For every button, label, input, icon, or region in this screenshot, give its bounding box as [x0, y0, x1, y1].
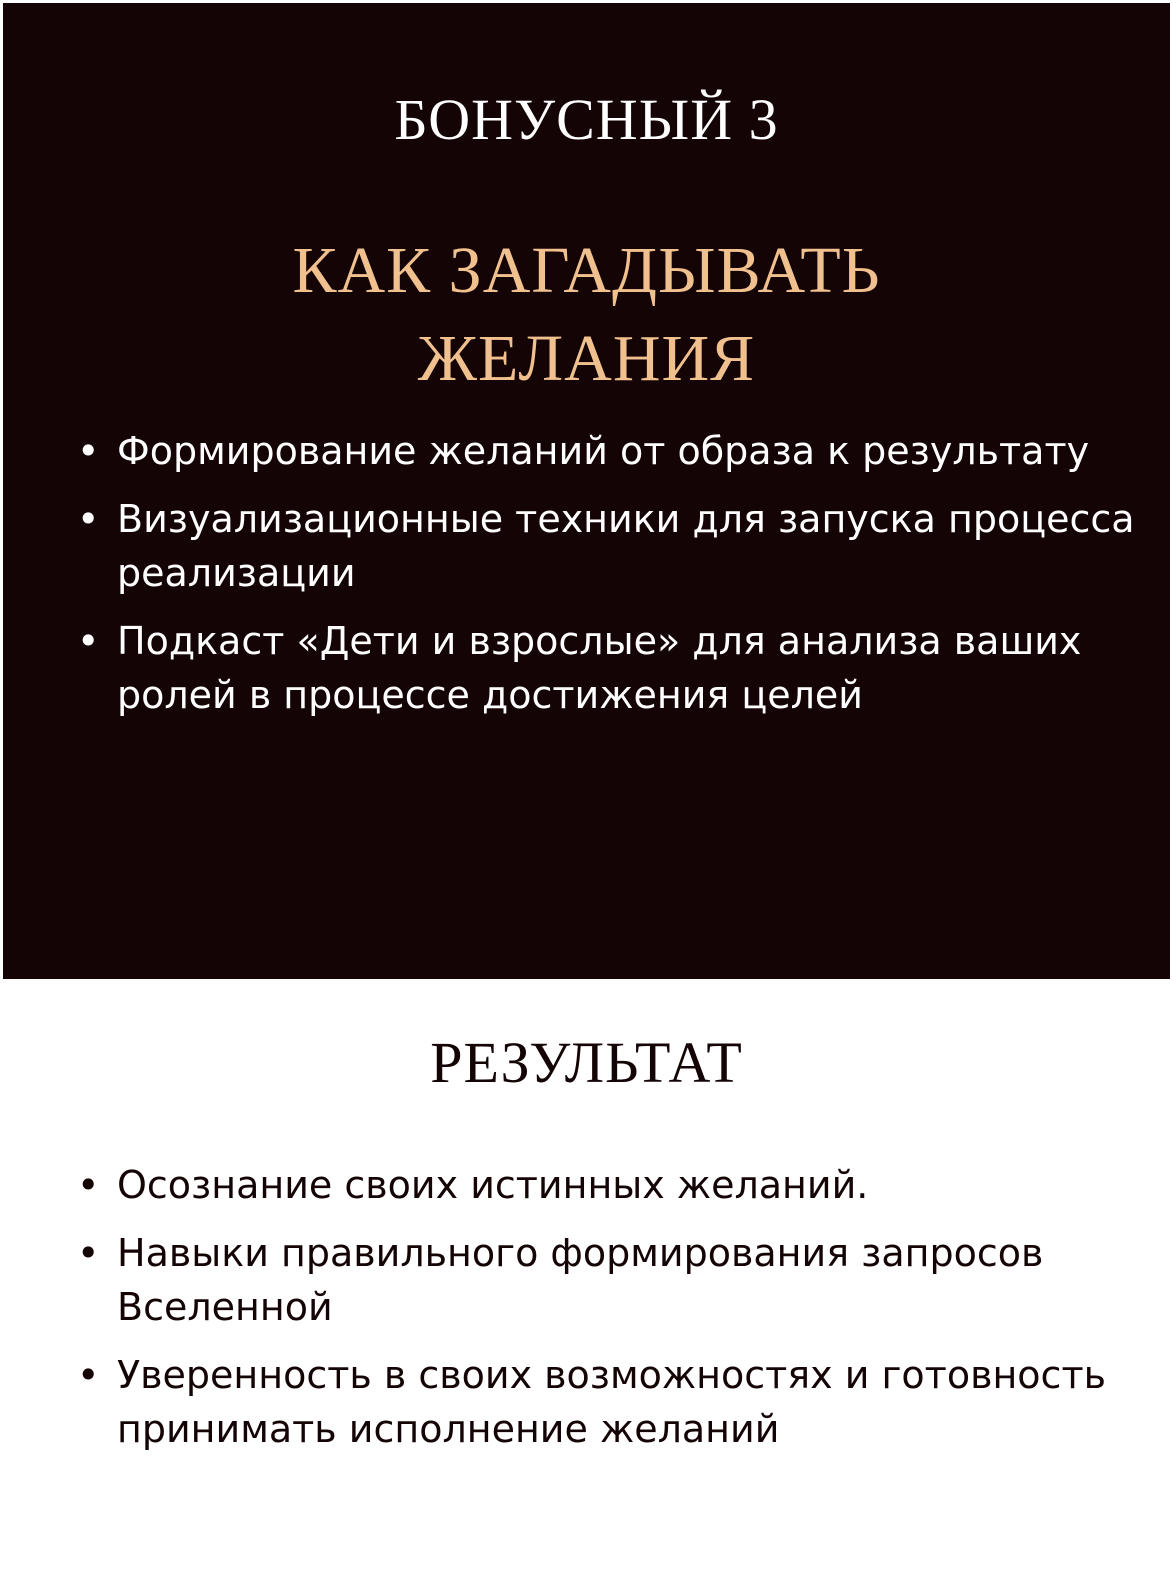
bullet-icon: •: [77, 619, 100, 663]
list-item: [77, 1348, 1147, 1456]
list-item-text: Подкаст «Дети и взрослые» для анализа ваших ролей в процессе достижения целей: [117, 619, 1082, 717]
result-list: [77, 1158, 1147, 1470]
bonus-feature-list: [77, 424, 1147, 736]
list-item: [77, 1226, 1147, 1334]
bullet-icon: •: [77, 497, 100, 541]
list-item-text: Навыки правильного формирования запросов Вселенной: [117, 1231, 1044, 1329]
bullet-icon: •: [77, 1353, 100, 1397]
bullet-icon: •: [77, 1163, 100, 1207]
list-item: [77, 424, 1147, 478]
bonus-title: КАК ЗАГАДЫВАТЬ ЖЕЛАНИЯ: [292, 234, 881, 395]
bonus-panel: [3, 3, 1170, 979]
result-heading: РЕЗУЛЬТАТ: [430, 1030, 743, 1095]
list-item: [77, 614, 1147, 722]
bonus-label: БОНУСНЫЙ 3: [394, 87, 779, 152]
list-item-text: Визуализационные техники для запуска процесса реализации: [117, 497, 1135, 595]
list-item-text: Осознание своих истинных желаний.: [117, 1163, 869, 1207]
bullet-icon: •: [77, 1231, 100, 1275]
list-item: [77, 1158, 1147, 1212]
list-item: [77, 492, 1147, 600]
bullet-icon: •: [77, 429, 100, 473]
list-item-text: Уверенность в своих возможностях и готовность принимать исполнение желаний: [117, 1353, 1106, 1451]
list-item-text: Формирование желаний от образа к результату: [117, 429, 1090, 473]
